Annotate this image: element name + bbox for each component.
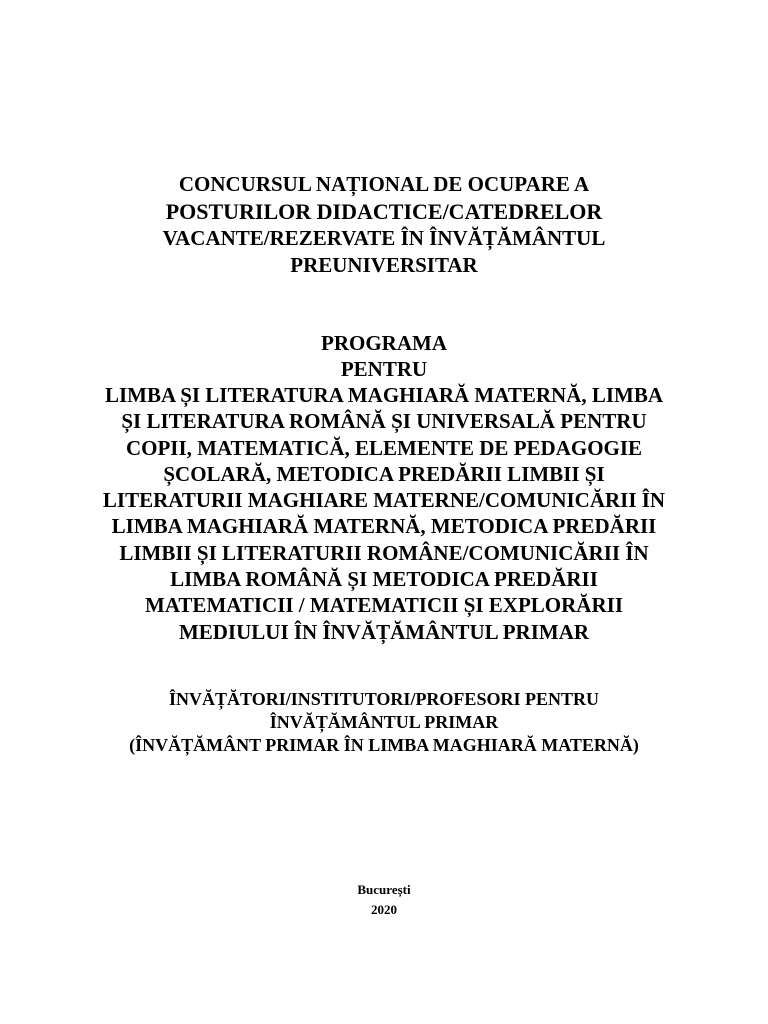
subjects-line-7: LIMBII ȘI LITERATURII ROMÂNE/COMUNICĂRII ÎN [119, 540, 649, 565]
target-audience [0, 688, 768, 757]
subjects-line-3: COPII, MATEMATICĂ, ELEMENTE DE PEDAGOGIE [125, 435, 643, 460]
header-line-1: CONCURSUL NAȚIONAL DE OCUPARE A [178, 172, 590, 196]
subjects-line-4: ȘCOLARĂ, METODICA PREDĂRII LIMBII ȘI [163, 461, 605, 486]
subjects-line-10: MEDIULUI ÎN ÎNVĂȚĂMÂNTUL PRIMAR [178, 619, 590, 644]
subjects-line-2: ȘI LITERATURA ROMÂNĂ ȘI UNIVERSALĂ PENTRU [121, 409, 647, 434]
subjects-line-9: MATEMATICII / MATEMATICII ȘI EXPLORĂRII [145, 593, 623, 618]
programa-title: PROGRAMA [321, 331, 447, 355]
subjects-line-8: LIMBA ROMÂNĂ ȘI METODICA PREDĂRII [170, 567, 598, 592]
header-line-2: POSTURILOR DIDACTICE/CATEDRELOR [165, 199, 603, 224]
header-line-4: PREUNIVERSITAR [290, 253, 478, 277]
subjects-list [0, 382, 768, 645]
audience-line-3: (ÎNVĂȚĂMÂNT PRIMAR ÎN LIMBA MAGHIARĂ MATERNĂ) [129, 735, 639, 755]
audience-line-2: ÎNVĂȚĂMÂNTUL PRIMAR [269, 712, 499, 732]
header-line-3: VACANTE/REZERVATE ÎN ÎNVĂȚĂMÂNTUL [162, 226, 606, 250]
subjects-line-5: LITERATURII MAGHIARE MATERNE/COMUNICĂRII ÎN [102, 488, 666, 513]
footer-city: București [357, 882, 411, 897]
subjects-line-1: LIMBA ȘI LITERATURA MAGHIARĂ MATERNĂ, LIMBA [104, 383, 664, 407]
competition-header [0, 171, 768, 279]
document-footer [0, 880, 768, 920]
footer-year: 2020 [371, 902, 397, 917]
audience-line-1: ÎNVĂȚĂTORI/INSTITUTORI/PROFESORI PENTRU [169, 689, 599, 709]
programa-title-block [0, 330, 768, 382]
subjects-line-6: LIMBA MAGHIARĂ MATERNĂ, METODICA PREDĂRII [111, 514, 657, 539]
programa-subtitle: PENTRU [340, 357, 428, 381]
